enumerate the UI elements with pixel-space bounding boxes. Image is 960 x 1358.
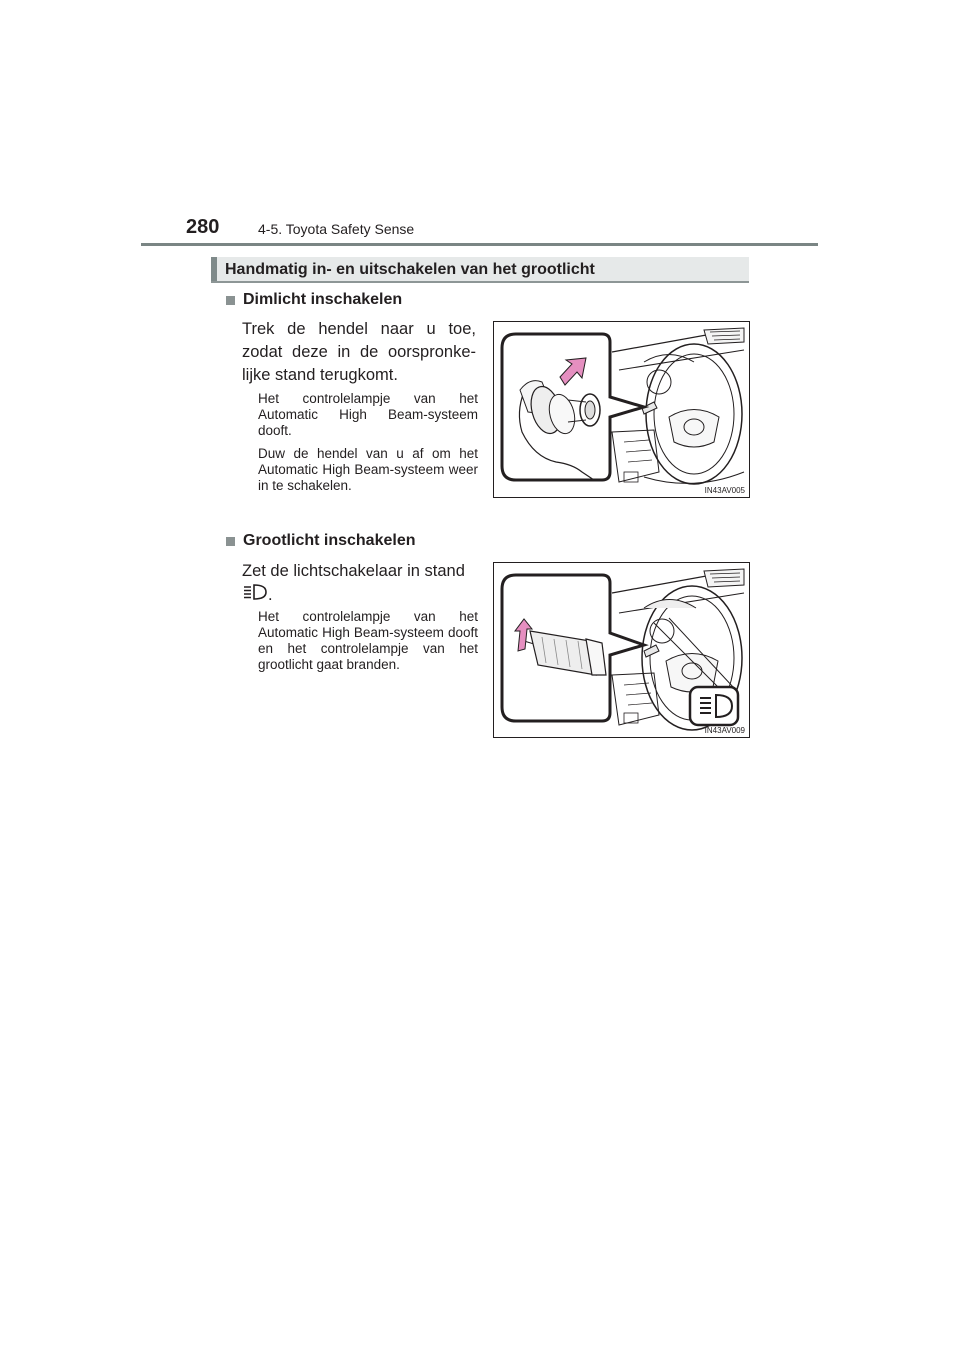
bullet-square-icon [226, 296, 235, 305]
low-beam-instruction: Trek de hendel naar u toe, zodat deze in de oorspronke-lijke stand terugkomt. [242, 320, 476, 384]
light-switch-illustration [494, 563, 751, 739]
high-beam-instruction-text: Zet de lichtschakelaar in stand [242, 562, 465, 580]
sub-heading-label: Grootlicht inschakelen [243, 532, 416, 549]
main-heading-bar [211, 257, 749, 283]
high-beam-instruction-suffix: . [268, 585, 273, 604]
section-title: 4-5. Toyota Safety Sense [258, 221, 415, 237]
header-divider [141, 243, 818, 246]
low-beam-note-1: Het controlelampje van het Automatic High Beam-systeem dooft. [258, 391, 478, 438]
main-heading: Handmatig in- en uitschakelen van het grootlicht [225, 261, 595, 278]
high-beam-note: Het controlelampje van het Automatic High Beam-systeem dooft en het controlelampje van het grootlicht gaat branden. [258, 609, 478, 672]
low-beam-note-2: Duw de hendel van u af om het Automatic High Beam-systeem weer in te schakelen. [258, 446, 478, 493]
bullet-square-icon [226, 537, 235, 546]
page-number: 280 [186, 216, 220, 238]
heading-accent [211, 257, 217, 281]
sub-heading-low-beam [226, 291, 402, 309]
figure-code: IN43AV009 [704, 726, 745, 735]
sub-heading-label: Dimlicht inschakelen [243, 291, 403, 308]
high-beam-icon [242, 583, 268, 608]
figure-low-beam [493, 321, 750, 498]
lever-pull-illustration [494, 322, 751, 499]
sub-heading-high-beam [226, 532, 415, 550]
figure-code: IN43AV005 [704, 486, 745, 495]
high-beam-instruction [242, 560, 476, 608]
figure-high-beam [493, 562, 750, 738]
